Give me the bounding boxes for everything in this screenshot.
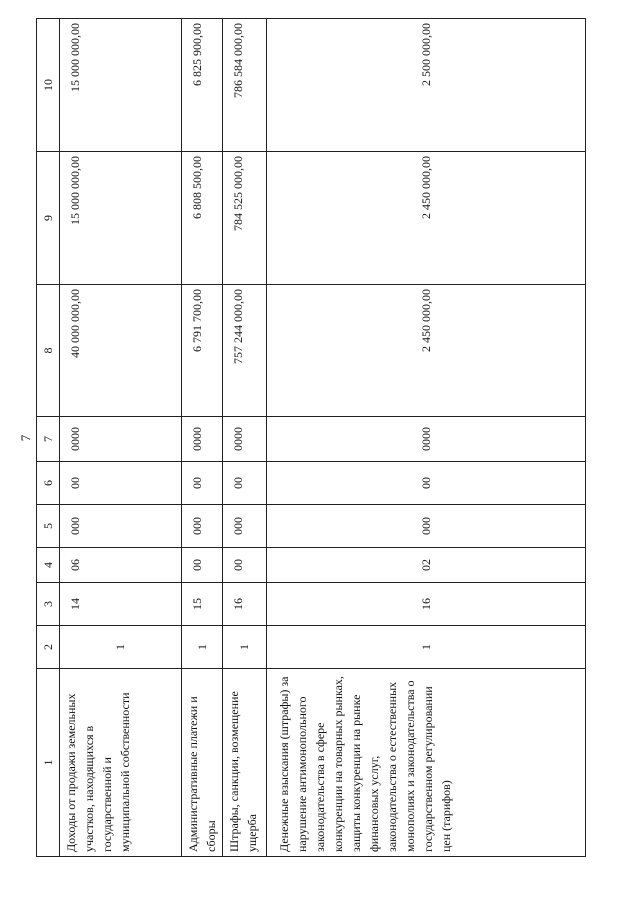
- budget-table: [36, 18, 586, 857]
- column-header: 9: [37, 152, 60, 285]
- column-header: 4: [37, 548, 60, 583]
- row-name: Штрафы, санкции, возмещение ущерба: [223, 669, 267, 857]
- code-cell: 0000: [182, 417, 223, 462]
- code-cell: 00: [60, 462, 182, 505]
- code-cell: 02: [267, 548, 586, 583]
- column-header: 6: [37, 462, 60, 505]
- amount-cell: 757 244 000,00: [223, 285, 267, 417]
- code-cell: 000: [223, 505, 267, 548]
- table-row: [223, 19, 267, 857]
- column-header: 1: [37, 669, 60, 857]
- column-header: 10: [37, 19, 60, 152]
- row-name: Денежные взыскания (штрафы) за нарушение антимонопольного законодательства в сфере конкуренции на товарных рынках, защиты конкуренции на рынке финансовых услуг, законодательства о естественных монополиях и законодательства о государственном регулировании цен (тарифов): [267, 669, 586, 857]
- column-header: 3: [37, 583, 60, 626]
- table-row: [182, 19, 223, 857]
- amount-cell: 6 825 900,00: [182, 19, 223, 152]
- code-cell: 0000: [60, 417, 182, 462]
- code-cell: 14: [60, 583, 182, 626]
- code-cell: 000: [182, 505, 223, 548]
- code-cell: 00: [267, 462, 586, 505]
- code-cell: 1: [182, 626, 223, 669]
- rotated-table-container: [36, 19, 586, 857]
- amount-cell: 6 791 700,00: [182, 285, 223, 417]
- table-row: [60, 19, 182, 857]
- amount-cell: 15 000 000,00: [60, 19, 182, 152]
- amount-cell: 15 000 000,00: [60, 152, 182, 285]
- amount-cell: 784 525 000,00: [223, 152, 267, 285]
- code-cell: 0000: [223, 417, 267, 462]
- code-cell: 06: [60, 548, 182, 583]
- amount-cell: 2 450 000,00: [267, 285, 586, 417]
- row-name: Доходы от продажи земельных участков, находящихся в государственной и муниципальной собственности: [60, 669, 182, 857]
- code-cell: 00: [182, 462, 223, 505]
- amount-cell: 786 584 000,00: [223, 19, 267, 152]
- row-name: Административные платежи и сборы: [182, 669, 223, 857]
- amount-cell: 2 500 000,00: [267, 19, 586, 152]
- code-cell: 16: [223, 583, 267, 626]
- column-header: 7: [37, 417, 60, 462]
- code-cell: 0000: [267, 417, 586, 462]
- amount-cell: 6 808 500,00: [182, 152, 223, 285]
- code-cell: 1: [60, 626, 182, 669]
- code-cell: 16: [267, 583, 586, 626]
- code-cell: 15: [182, 583, 223, 626]
- code-cell: 00: [223, 462, 267, 505]
- code-cell: 1: [223, 626, 267, 669]
- column-header: 5: [37, 505, 60, 548]
- amount-cell: 40 000 000,00: [60, 285, 182, 417]
- code-cell: 000: [267, 505, 586, 548]
- page-number: 7: [18, 434, 33, 442]
- column-header: 2: [37, 626, 60, 669]
- header-row: [37, 19, 60, 857]
- code-cell: 00: [182, 548, 223, 583]
- table-row: [267, 19, 586, 857]
- amount-cell: 2 450 000,00: [267, 152, 586, 285]
- column-header: 8: [37, 285, 60, 417]
- code-cell: 00: [223, 548, 267, 583]
- code-cell: 000: [60, 505, 182, 548]
- code-cell: 1: [267, 626, 586, 669]
